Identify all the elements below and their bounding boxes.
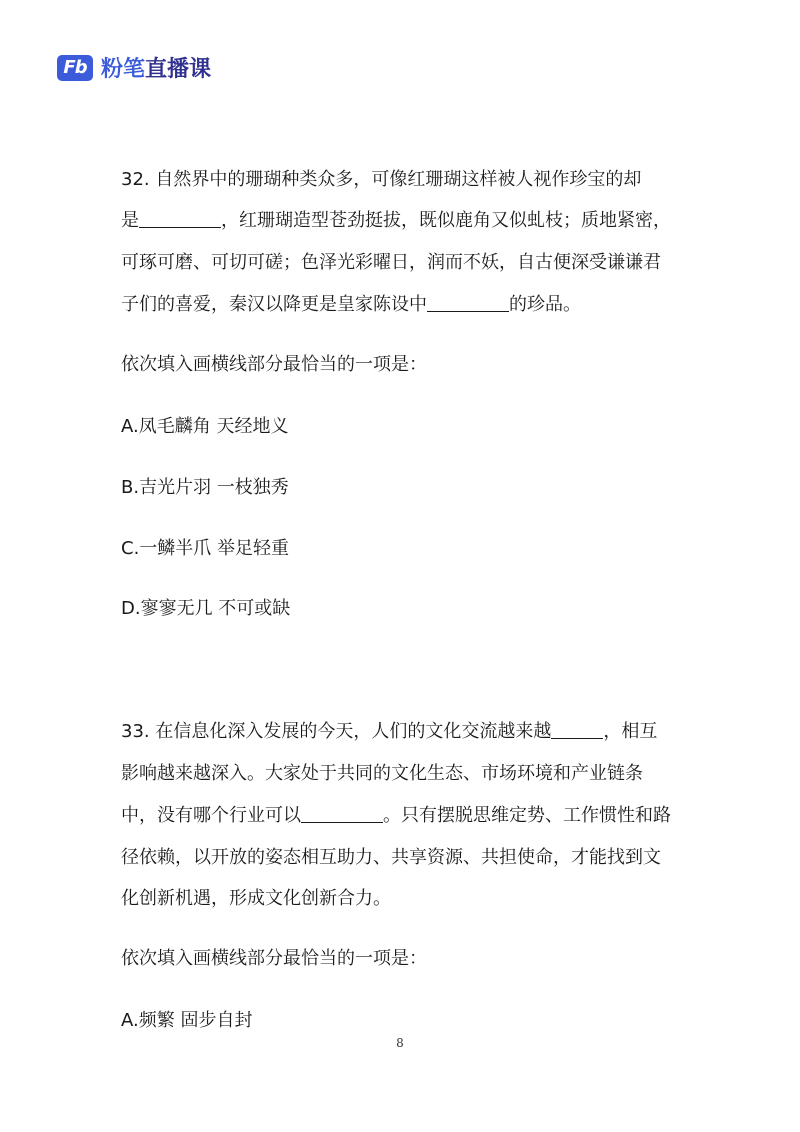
- q32-option-a: A.凤毛麟角 天经地义: [121, 416, 289, 437]
- q33-line-4: 径依赖，以开放的姿态相互助力、共享资源、共担使命，才能找到文: [121, 847, 661, 868]
- brand-logo: [57, 52, 211, 83]
- q33-line-1: [121, 719, 681, 745]
- q33-line-3: [121, 803, 681, 829]
- q33-line-4-wrap: [121, 845, 681, 871]
- q32-option-d: D.寥寥无几 不可或缺: [121, 598, 291, 619]
- q32-option-c: C.一鳞半爪 举足轻重: [121, 538, 290, 559]
- q33-line-3b: 。只有摆脱思维定势、工作惯性和路: [383, 805, 671, 826]
- q32-option-c-wrap: [121, 536, 681, 562]
- logo-brand: 粉笔: [101, 57, 146, 82]
- q32-option-a-wrap: [121, 414, 681, 440]
- logo-text: [101, 52, 211, 83]
- q33-option-a: A.频繁 固步自封: [121, 1010, 253, 1031]
- question-32-stem: [121, 167, 681, 193]
- q32-line-3: 可琢可磨、可切可磋；色泽光彩曜日，润而不妖，自古便深受谦谦君: [121, 252, 661, 273]
- q32-line-2: [121, 208, 681, 234]
- answer-blank-3: [551, 720, 603, 739]
- q33-line-1b: ，相互: [603, 721, 658, 742]
- q33-line-5-wrap: [121, 886, 681, 912]
- q32-option-b-wrap: [121, 475, 681, 501]
- q32-option-b: B.吉光片羽 一枝独秀: [121, 477, 289, 498]
- q32-line-3-wrap: [121, 250, 681, 276]
- q33-line-2-wrap: [121, 761, 681, 787]
- q33-prompt: 依次填入画横线部分最恰当的一项是：: [121, 948, 427, 969]
- answer-blank-1: [139, 209, 221, 228]
- q33-line-1a: 33. 在信息化深入发展的今天，人们的文化交流越来越: [121, 721, 552, 742]
- q33-line-5: 化创新机遇，形成文化创新合力。: [121, 888, 391, 909]
- answer-blank-2: [427, 293, 509, 312]
- q33-line-2: 影响越来越深入。大家处于共同的文化生态、市场环境和产业链条: [121, 763, 643, 784]
- logo-product: 直播课: [145, 57, 212, 82]
- q33-prompt-wrap: [121, 946, 681, 972]
- answer-blank-4: [301, 804, 383, 823]
- q32-line-2b: ，红珊瑚造型苍劲挺拔，既似鹿角又似虬枝；质地紧密，: [221, 210, 671, 231]
- q32-line-4b: 的珍品。: [509, 294, 581, 315]
- q32-line-2a: 是: [121, 210, 139, 231]
- page-number: 8: [396, 1036, 404, 1050]
- q32-line-4: [121, 292, 681, 318]
- q32-option-d-wrap: [121, 596, 681, 622]
- fb-logo-icon: Fb: [57, 55, 93, 81]
- q32-line-4a: 子们的喜爱，秦汉以降更是皇家陈设中: [121, 294, 427, 315]
- q33-line-3a: 中，没有哪个行业可以: [121, 805, 301, 826]
- q32-prompt-wrap: [121, 352, 681, 378]
- q32-prompt: 依次填入画横线部分最恰当的一项是：: [121, 354, 427, 375]
- q32-line-1: 32. 自然界中的珊瑚种类众多，可像红珊瑚这样被人视作珍宝的却: [121, 169, 642, 190]
- q33-option-a-wrap: [121, 1008, 681, 1034]
